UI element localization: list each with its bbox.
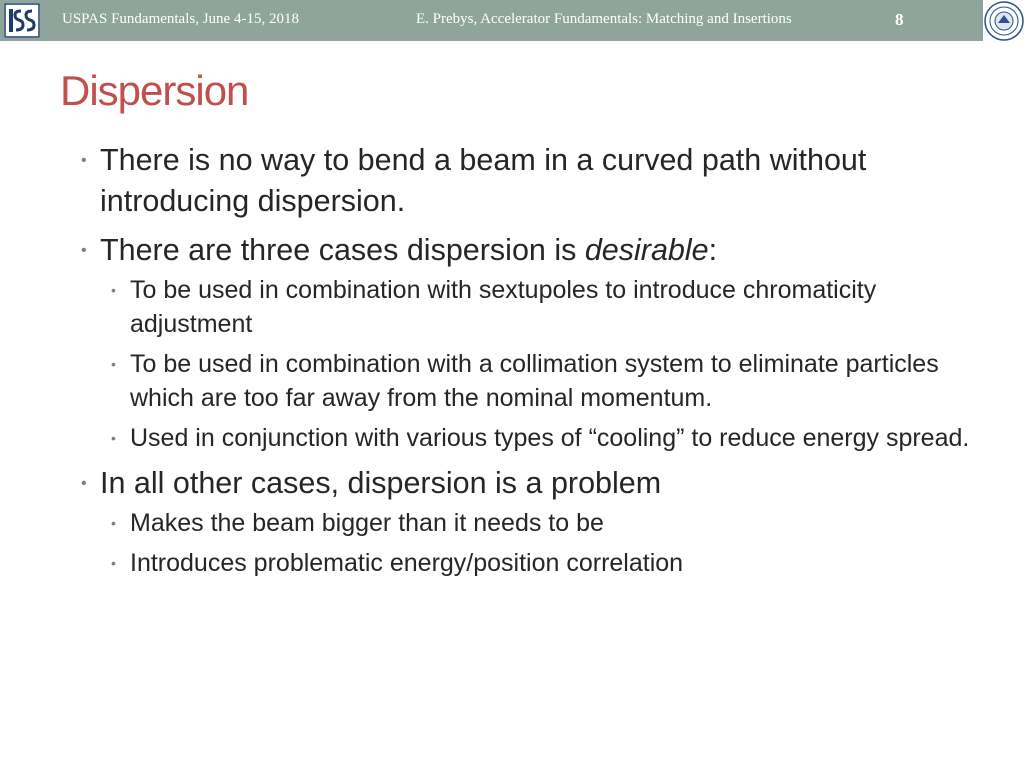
sub-bullet-text: To be used in combination with a collimation system to eliminate particles which are too far away from the nominal momentum. <box>130 350 939 412</box>
header-lecture-info: E. Prebys, Accelerator Fundamentals: Matching and Insertions <box>416 11 792 27</box>
sub-bullet-text: To be used in combination with sextupoles to introduce chromaticity adjustment <box>130 276 877 338</box>
sub-bullet-text: Introduces problematic energy/position correlation <box>130 549 684 577</box>
bullet-text: In all other cases, dispersion is a problem <box>100 466 662 500</box>
sub-bullet-text: Makes the beam bigger than it needs to be <box>130 509 604 537</box>
slide-content <box>78 140 978 586</box>
sub-bullet-item <box>108 273 978 341</box>
bullet-text: There are three cases dispersion is <box>100 233 585 267</box>
sub-bullet-item <box>108 347 978 415</box>
sub-bullet-item <box>108 506 978 540</box>
sub-bullet-text: Used in conjunction with various types of “cooling” to reduce energy spread. <box>130 424 970 452</box>
uspas-logo-icon <box>4 3 40 38</box>
bullet-text: There is no way to bend a beam in a curved path without introducing dispersion. <box>100 143 867 218</box>
page-number: 8 <box>895 10 904 29</box>
bullet-item <box>78 463 978 504</box>
university-seal-icon <box>984 1 1024 41</box>
bullet-text-suffix: : <box>708 233 718 267</box>
sub-bullet-item <box>108 421 978 455</box>
sub-bullet-item <box>108 546 978 580</box>
header-course-info: USPAS Fundamentals, June 4-15, 2018 <box>62 11 299 27</box>
slide-title: Dispersion <box>60 67 249 114</box>
bullet-item <box>78 140 978 222</box>
bullet-item <box>78 230 978 271</box>
emphasis-text: desirable <box>584 233 709 267</box>
